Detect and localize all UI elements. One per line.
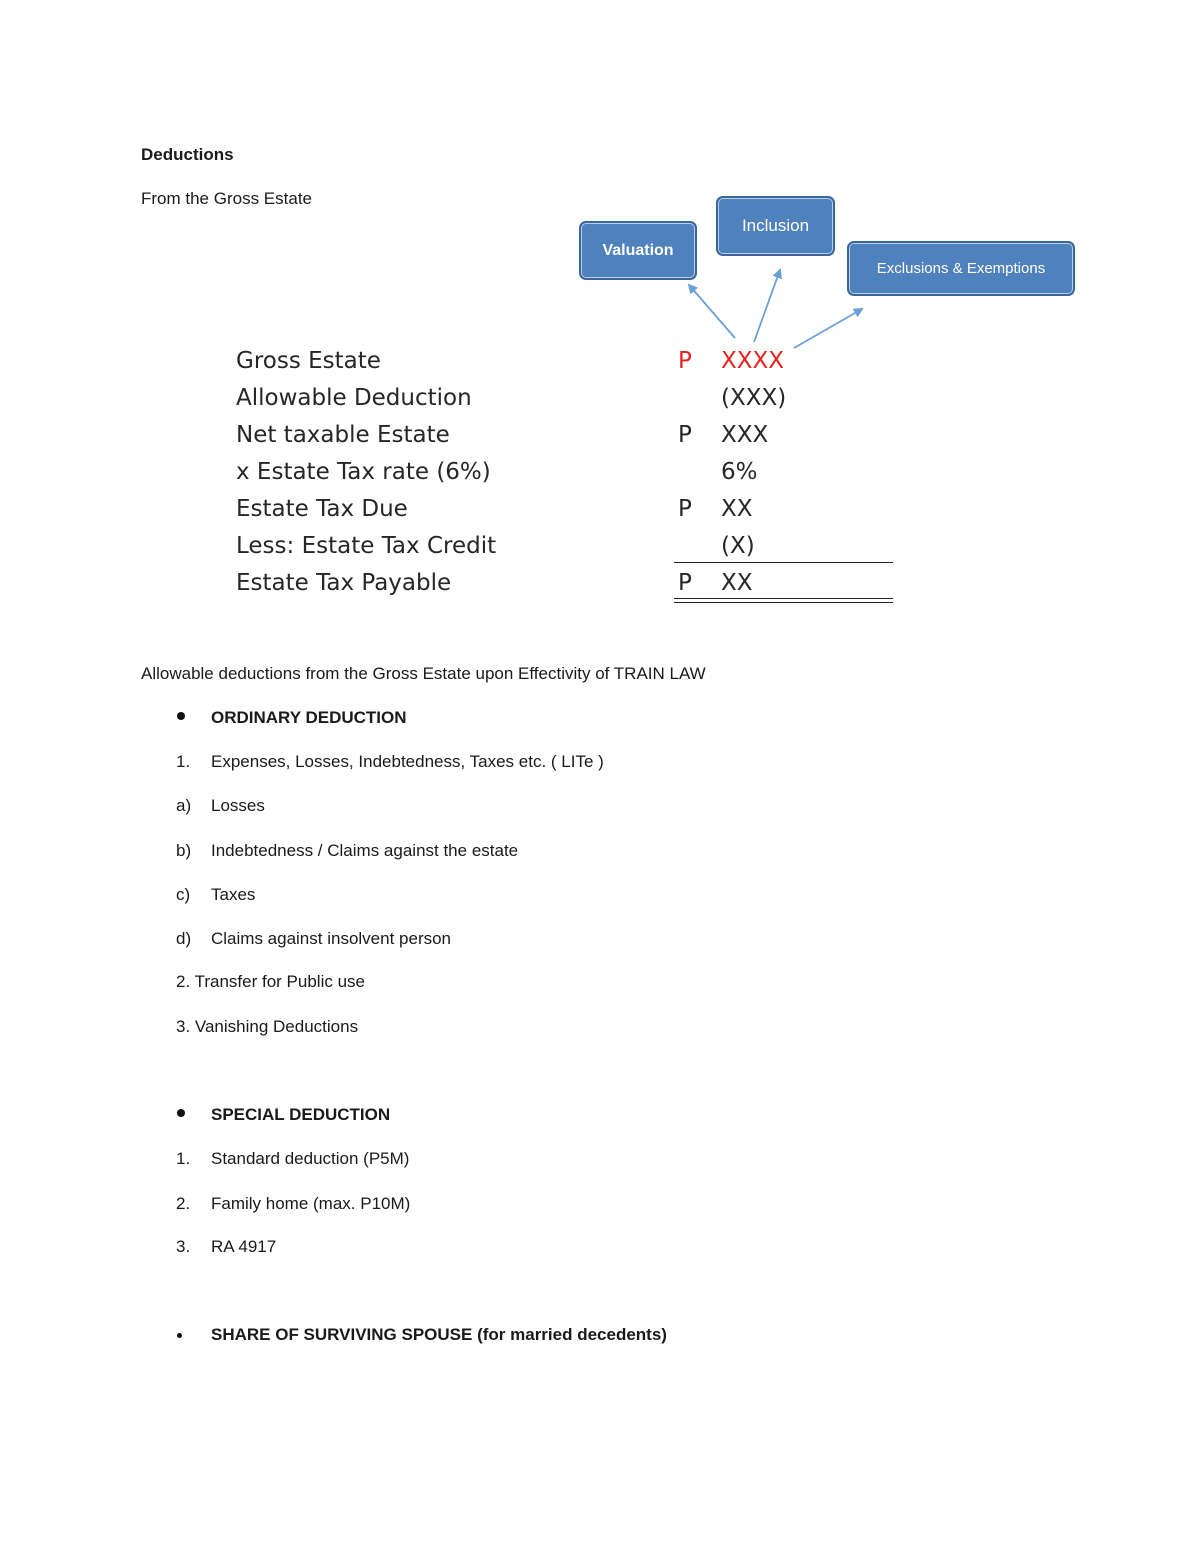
ordinary-item-2: 2. Transfer for Public use	[176, 972, 365, 991]
ordinary-sub-c: Taxes	[211, 885, 256, 904]
list-number: 2.	[176, 1194, 191, 1213]
special-deduction-heading: SPECIAL DEDUCTION	[211, 1105, 391, 1124]
callout-arrows	[0, 0, 1200, 400]
list-number: 3.	[176, 1237, 191, 1256]
calc-amount-net-taxable-estate: XXX	[721, 422, 769, 448]
calc-amount-tax-credit: (X)	[721, 533, 755, 559]
arrow-to-valuation	[689, 285, 735, 338]
ordinary-item-1: Expenses, Losses, Indebtedness, Taxes etc. ( LITe )	[211, 752, 604, 771]
subtotal-rule	[674, 562, 893, 563]
list-number: 1.	[176, 1149, 191, 1168]
ordinary-deduction-heading: ORDINARY DEDUCTION	[211, 708, 407, 727]
calc-currency-estate-tax-due: P	[678, 496, 692, 522]
list-letter: d)	[176, 929, 192, 948]
calc-amount-allowable-deduction: (XXX)	[721, 385, 787, 411]
calc-label-tax-rate: x Estate Tax rate (6%)	[236, 459, 491, 485]
special-item-3: RA 4917	[211, 1237, 277, 1256]
list-letter: b)	[176, 841, 192, 860]
list-number: 1.	[176, 752, 191, 771]
intro-paragraph: Allowable deductions from the Gross Estate upon Effectivity of TRAIN LAW	[141, 664, 706, 683]
bullet-icon	[177, 712, 185, 720]
calc-label-allowable-deduction: Allowable Deduction	[236, 385, 472, 411]
total-double-rule	[674, 598, 893, 603]
calc-currency-gross-estate: P	[678, 348, 692, 374]
ordinary-sub-a: Losses	[211, 796, 265, 815]
inclusion-label: Inclusion	[741, 216, 810, 235]
calc-label-net-taxable-estate: Net taxable Estate	[236, 422, 450, 448]
calc-amount-tax-rate: 6%	[721, 459, 758, 485]
exclusions-label: Exclusions & Exemptions	[876, 260, 1046, 277]
ordinary-sub-b: Indebtedness / Claims against the estate	[211, 841, 519, 860]
surviving-spouse-heading: SHARE OF SURVIVING SPOUSE (for married decedents)	[211, 1325, 667, 1344]
page-title: Deductions	[141, 145, 234, 164]
arrow-to-inclusion	[754, 270, 780, 342]
bullet-icon	[177, 1333, 182, 1338]
calc-amount-estate-tax-due: XX	[721, 496, 753, 522]
special-item-1: Standard deduction (P5M)	[211, 1149, 410, 1168]
calc-label-estate-tax-due: Estate Tax Due	[236, 496, 408, 522]
page-subtitle: From the Gross Estate	[141, 189, 312, 208]
calc-label-estate-tax-payable: Estate Tax Payable	[236, 570, 452, 596]
calc-label-gross-estate: Gross Estate	[236, 348, 381, 374]
calc-currency-net-taxable-estate: P	[678, 422, 692, 448]
calc-amount-estate-tax-payable: XX	[721, 570, 753, 596]
calc-currency-estate-tax-payable: P	[678, 570, 692, 596]
calc-label-tax-credit: Less: Estate Tax Credit	[236, 533, 497, 559]
ordinary-item-3: 3. Vanishing Deductions	[176, 1017, 359, 1036]
valuation-label: Valuation	[602, 241, 674, 259]
bullet-icon	[177, 1109, 185, 1117]
arrow-to-exclusions	[794, 309, 862, 348]
calc-amount-gross-estate: XXXX	[721, 348, 785, 374]
list-letter: a)	[176, 796, 192, 815]
special-item-2: Family home (max. P10M)	[211, 1194, 411, 1213]
ordinary-sub-d: Claims against insolvent person	[211, 929, 452, 948]
list-letter: c)	[176, 885, 191, 904]
